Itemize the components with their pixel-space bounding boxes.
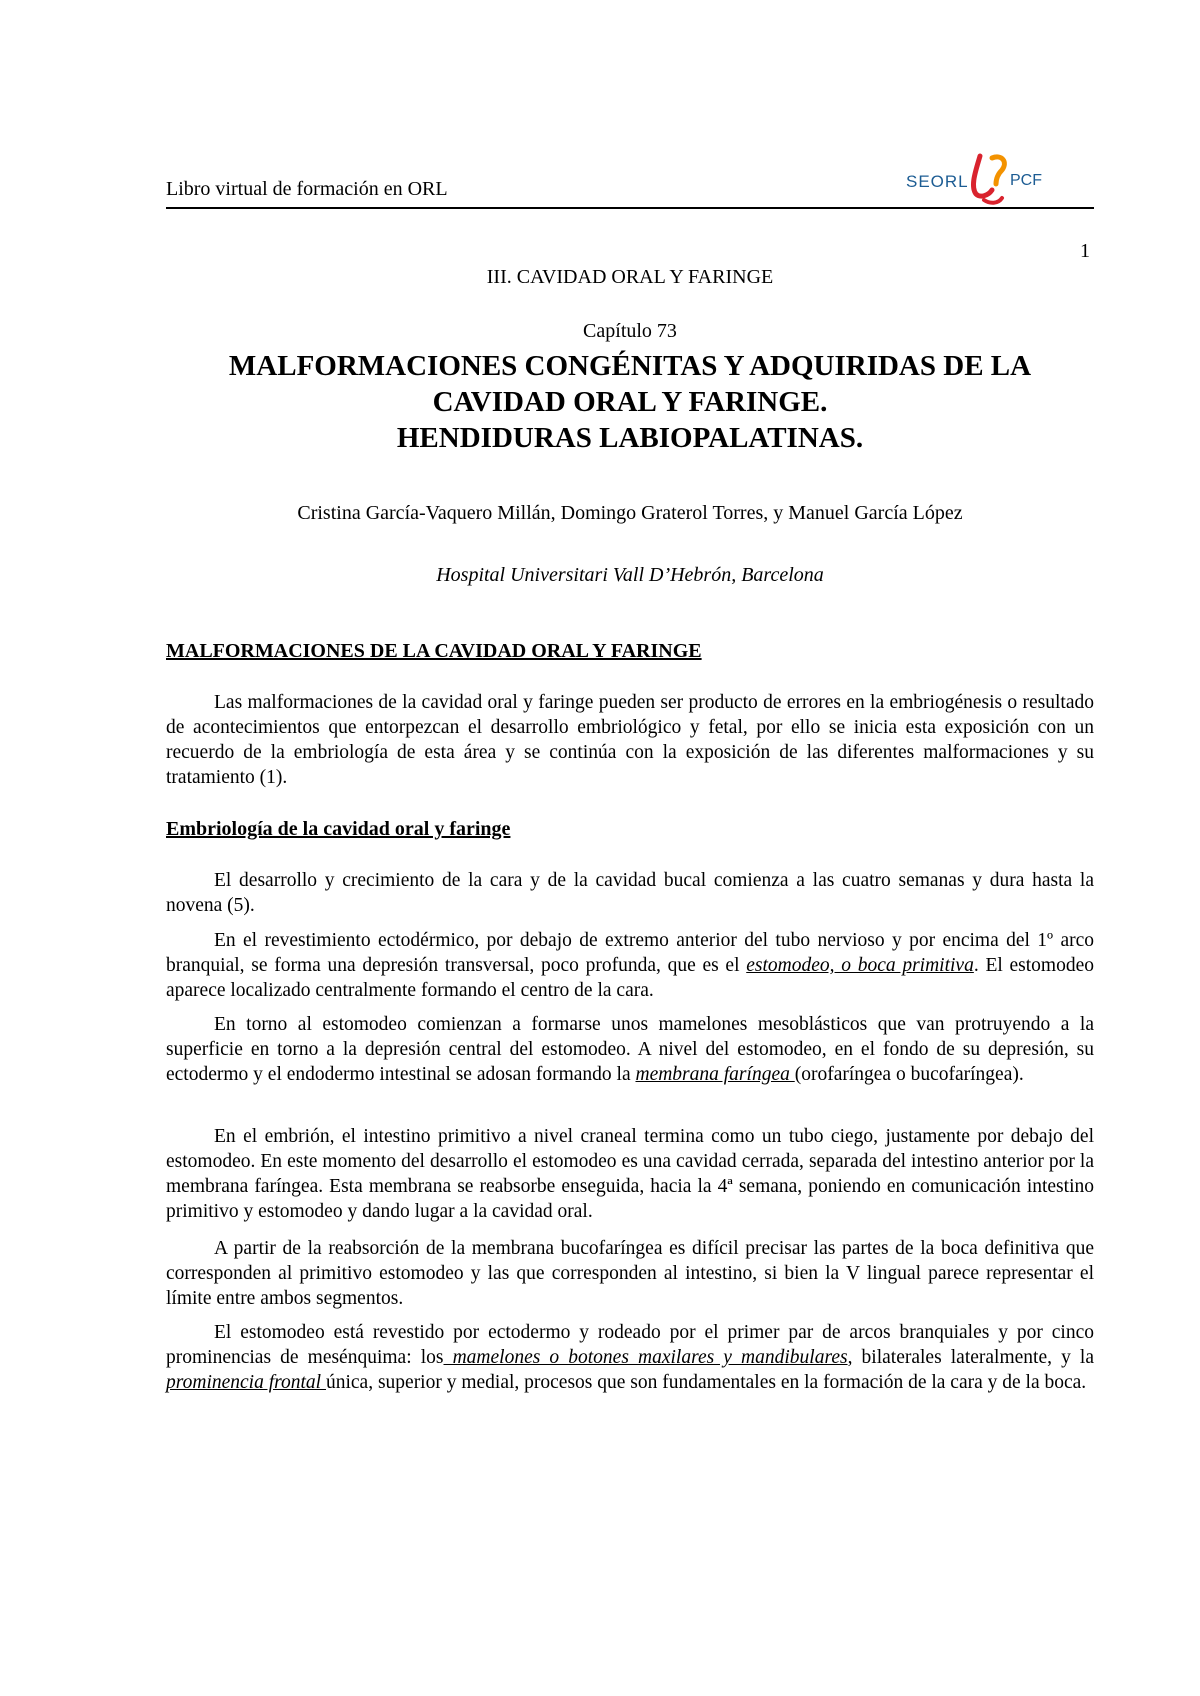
chapter-title-line: HENDIDURAS LABIOPALATINAS. xyxy=(396,422,864,454)
subheading-embriologia: Embriología de la cavidad oral y faringe xyxy=(166,818,511,840)
page-number: 1 xyxy=(1080,240,1090,262)
authors: Cristina García-Vaquero Millán, Domingo Graterol Torres, y Manuel García López xyxy=(297,502,963,524)
paragraph: En el embrión, el intestino primitivo a nivel craneal termina como un tubo ciego, justamente por debajo del estomodeo. En este momento del desarrollo el estomodeo es una cavidad cerrada, separada del intestino anterior por la membrana faríngea. Esta membrana se reabsorbe enseguida, hacia la 4ª semana, poniendo en comunicación intestino primitivo y estomodeo y dando lugar a la cavidad oral. xyxy=(166,1126,1094,1222)
paragraph-text: , bilaterales lateralmente, y la xyxy=(847,1347,1094,1368)
chapter-title xyxy=(166,348,1094,456)
paragraph: Las malformaciones de la cavidad oral y faringe pueden ser producto de errores en la embriogénesis o resultado de acontecimientos que entorpezcan el desarrollo embriológico y fetal, por ello se inicia esta exposición con un recuerdo de la embriología de esta área y se continúa con la exposición de las diferentes malformaciones y su tratamiento (1). xyxy=(166,692,1094,788)
paragraph-text: única, superior y medial, procesos que son fundamentales en la formación de la cara y de la boca. xyxy=(325,1372,1087,1393)
seorl-pcf-logo xyxy=(906,150,1056,210)
paragraph-text: En el revestimiento ectodérmico, por debajo de extremo anterior del tubo nervioso y por encima del 1º arco branquial, se forma una depresión transversal, poco profunda, que es el xyxy=(166,930,1094,976)
header-title: Libro virtual de formación en ORL xyxy=(166,178,448,200)
emphasis-term: membrana faríngea xyxy=(635,1064,795,1085)
paragraph: El desarrollo y crecimiento de la cara y de la cavidad bucal comienza a las cuatro semanas y dura hasta la novena (5). xyxy=(166,870,1094,916)
paragraph xyxy=(166,1320,1094,1395)
section-heading: III. CAVIDAD ORAL Y FARINGE xyxy=(486,266,774,288)
emphasis-term: prominencia frontal xyxy=(166,1372,326,1393)
emphasis-term: mamelones o botones maxilares y mandibulares xyxy=(443,1347,848,1368)
affiliation: Hospital Universitari Vall D’Hebrón, Barcelona xyxy=(436,564,824,586)
logo-text-seorl: SEORL xyxy=(906,172,969,191)
paragraph xyxy=(166,928,1094,1003)
chapter-title-line: MALFORMACIONES CONGÉNITAS Y ADQUIRIDAS DE LA xyxy=(228,350,1032,382)
chapter-label: Capítulo 73 xyxy=(583,320,677,342)
paragraph-text: El estomodeo está revestido por ectodermo y rodeado por el primer par de arcos branquiales y por cinco prominencias de mesénquima: los xyxy=(166,1322,1094,1368)
paragraph-text: . El estomodeo aparece localizado centralmente formando el centro de la cara. xyxy=(166,955,1094,1001)
paragraph-text: En torno al estomodeo comienzan a formarse unos mamelones mesoblásticos que van protruyendo a la superficie en torno a la depresión central del estomodeo. A nivel del estomodeo, en el fondo de su depresión, su ectodermo y el endodermo intestinal se adosan formando la xyxy=(166,1014,1094,1085)
subheading-malformaciones: MALFORMACIONES DE LA CAVIDAD ORAL Y FARINGE xyxy=(166,640,702,662)
logo-text-pcf: PCF xyxy=(1010,172,1042,189)
chapter-title-line: CAVIDAD ORAL Y FARINGE. xyxy=(432,386,828,418)
paragraph xyxy=(166,1012,1094,1087)
paragraph: A partir de la reabsorción de la membrana bucofaríngea es difícil precisar las partes de la boca definitiva que corresponden al primitivo estomodeo y las que corresponden al intestino, si bien la V lingual parece representar el límite entre ambos segmentos. xyxy=(166,1238,1094,1309)
emphasis-term: estomodeo, o boca primitiva xyxy=(746,955,974,976)
paragraph-text: (orofaríngea o bucofaríngea). xyxy=(794,1064,1024,1085)
logo-mark-icon xyxy=(966,150,1012,210)
